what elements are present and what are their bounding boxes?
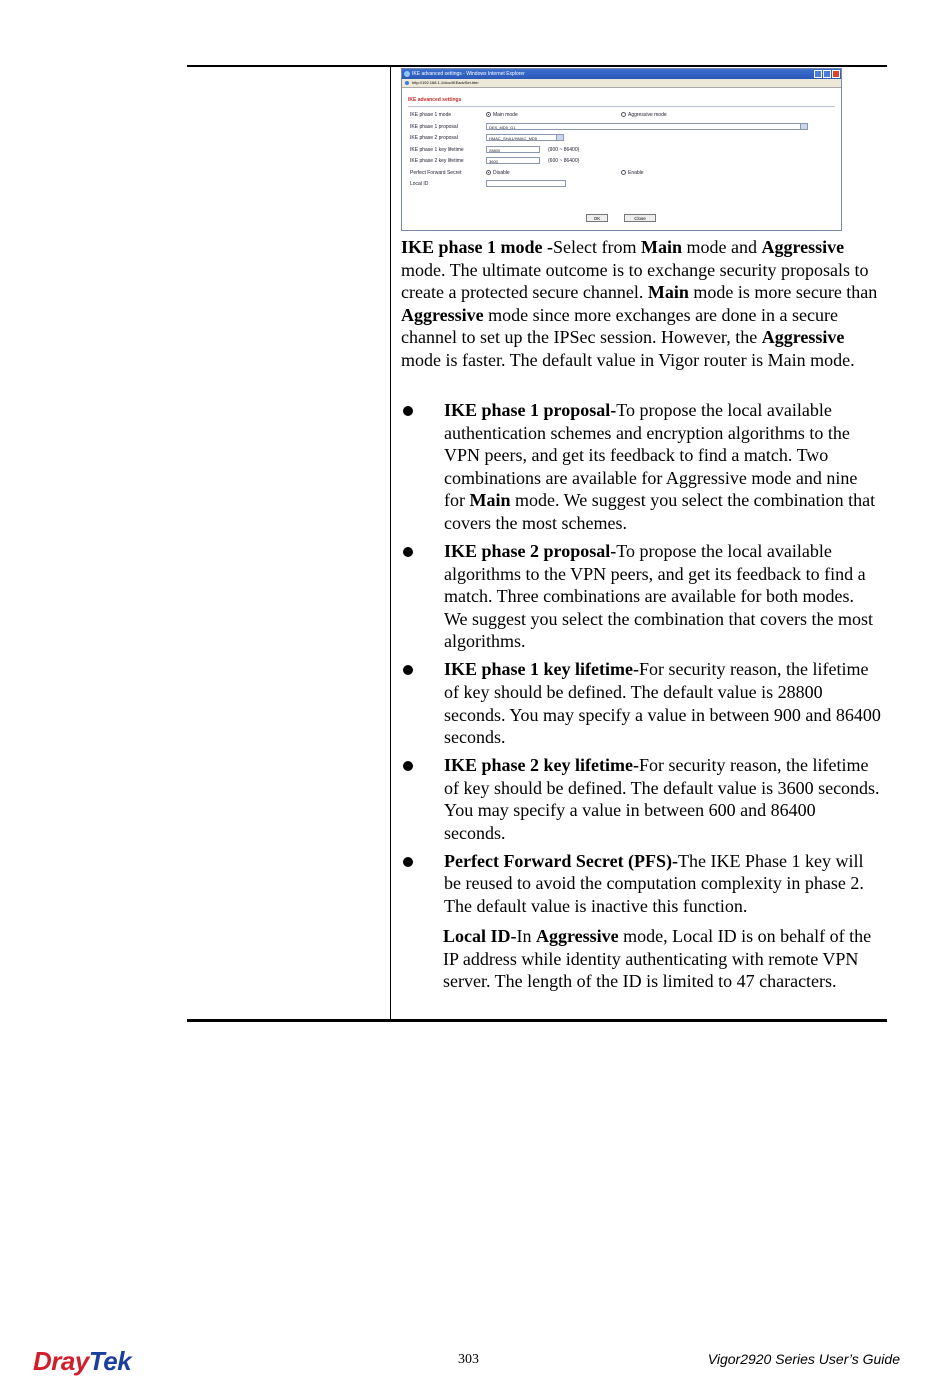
select-value: HMAC_SHA1/HMAC_MD5 (489, 136, 538, 141)
term-ike-phase1-mode: IKE phase 1 mode - (401, 237, 554, 257)
table-column-divider (390, 66, 391, 1020)
text: The IKE Phase 1 key will be reused to avoid the computation complexity in phase 2. The default value is inactive this function. (444, 850, 864, 917)
close-icon[interactable] (832, 70, 840, 78)
list-item (401, 754, 897, 844)
row-label: IKE phase 2 key lifetime (410, 158, 464, 164)
range-hint: (900 ~ 86400) (548, 146, 580, 153)
text: For security reason, the lifetime of key should be defined. The default value is 3600 seconds. You may specify a value in between 600 and 86400 seconds. (444, 755, 897, 843)
close-button[interactable]: Close (624, 214, 656, 222)
text: To propose the local available algorithms to the VPN peers, and get its feedback to find a match. Three combinations are available for both modes. We suggest you select the combination that covers the most algorithms. (444, 540, 873, 652)
bullet-icon (403, 857, 413, 867)
phase1-proposal-select[interactable] (486, 123, 808, 130)
term: IKE phase 1 proposal- (444, 400, 617, 420)
term: IKE phase 2 key lifetime- (444, 755, 639, 776)
radio-label: Main mode (493, 112, 518, 118)
row-label: IKE phase 1 proposal (410, 123, 458, 130)
phase2-proposal-select[interactable] (486, 134, 564, 141)
select-value: DES_MD5_G1 (489, 124, 516, 130)
term: IKE phase 2 proposal- (444, 540, 617, 561)
radio-label: Enable (628, 169, 644, 176)
main-mode-radio[interactable] (486, 112, 491, 117)
row-phase2-lifetime (408, 157, 835, 169)
guide-title: Vigor2920 Series User’s Guide (707, 1351, 900, 1367)
settings-form (408, 87, 835, 226)
row-label: IKE phase 1 mode (410, 112, 452, 118)
text: mode. The ultimate outcome is to exchange security proposals to create a protected secure channel. (401, 259, 869, 303)
list-item (401, 658, 881, 748)
row-phase1-lifetime (408, 146, 835, 158)
logo-part: Dray (33, 1346, 89, 1376)
window-titlebar (402, 69, 841, 79)
minimize-icon[interactable] (814, 70, 822, 78)
term: Perfect Forward Secret (PFS)- (444, 850, 679, 871)
bold-text: Aggressive (761, 237, 845, 257)
table-bottom-rule (187, 1019, 887, 1022)
bold-text: Main (469, 490, 511, 511)
browser-icon (404, 71, 410, 77)
bold-text: Main (641, 237, 683, 257)
bold-text: Aggressive (401, 304, 484, 325)
text: mode, Local ID is on behalf of the IP address while identity authenticating with remote VPN server. The length of the ID is limited to 47 characters. (443, 926, 872, 992)
page-number: 303 (458, 1352, 479, 1367)
bullet-icon (403, 547, 413, 557)
row-pfs (408, 169, 835, 181)
text: mode is more secure than (688, 282, 878, 303)
bold-text: Main (647, 282, 689, 303)
bullet-icon (403, 761, 413, 771)
phase1-lifetime-input[interactable]: 28800 (486, 146, 540, 153)
heading-divider (408, 106, 835, 107)
pfs-enable-radio[interactable] (621, 170, 626, 175)
row-phase2-proposal (408, 134, 835, 146)
term: IKE phase 1 key lifetime- (444, 659, 639, 680)
aggressive-mode-radio[interactable] (621, 112, 626, 117)
row-local-id (408, 180, 835, 192)
row-label: Perfect Forward Secret (410, 169, 462, 176)
row-label: IKE phase 2 proposal (410, 135, 458, 141)
pfs-disable-radio[interactable] (486, 170, 491, 175)
local-id-input[interactable] (486, 180, 566, 187)
intro-paragraph (401, 236, 881, 372)
text: To propose the local available authentication schemes and encryption algorithms to the VPN peers, and get its feedback to find a match. Two combinations are available for Aggressive mode and nine for (444, 400, 858, 511)
bullet-icon (403, 665, 413, 675)
text: In (516, 926, 536, 946)
bold-text: Aggressive (536, 926, 619, 946)
bullet-icon (403, 406, 413, 416)
ok-button[interactable]: OK (586, 214, 608, 222)
text: mode is faster. The default value in Vigor router is Main mode. (401, 349, 855, 370)
page-icon (405, 81, 409, 85)
window-title: IKE advanced settings - Windows Internet Explorer (412, 71, 525, 77)
text: Select from (553, 237, 641, 257)
table-top-rule (187, 65, 887, 67)
radio-label: Disable (493, 169, 510, 176)
term-local-id: Local ID- (443, 926, 517, 946)
text: mode. We suggest you select the combination that covers the most schemes. (444, 490, 876, 533)
ike-settings-screenshot (401, 68, 842, 231)
settings-heading: IKE advanced settings (408, 97, 462, 103)
phase2-lifetime-input[interactable]: 3600 (486, 157, 540, 164)
row-phase1-proposal (408, 123, 835, 135)
row-label: IKE phase 1 key lifetime (410, 146, 464, 153)
local-id-paragraph (443, 925, 883, 993)
text: For security reason, the lifetime of key should be defined. The default value is 28800 seconds. You may specify a value in between 900 and 86400 seconds. (444, 659, 881, 748)
bullet-list (401, 399, 897, 923)
list-item (401, 850, 881, 918)
address-text: http://192.168.1.1/doc/IKEadvSet.htm (412, 80, 479, 85)
text: mode and (682, 237, 762, 257)
maximize-icon[interactable] (823, 70, 831, 78)
bold-text: Aggressive (761, 327, 845, 348)
list-item (401, 399, 881, 535)
row-label: Local ID (410, 181, 429, 187)
text: mode since more exchanges are done in a secure channel to set up the IPSec session. However, the (401, 304, 838, 348)
chevron-down-icon (800, 124, 807, 129)
list-item (401, 540, 881, 653)
row-phase1-mode (408, 111, 835, 123)
radio-label: Aggressive mode (628, 112, 667, 118)
logo-part: Tek (88, 1346, 132, 1376)
chevron-down-icon (556, 135, 563, 140)
draytek-logo (33, 1346, 131, 1377)
range-hint: (600 ~ 86400) (548, 158, 580, 164)
